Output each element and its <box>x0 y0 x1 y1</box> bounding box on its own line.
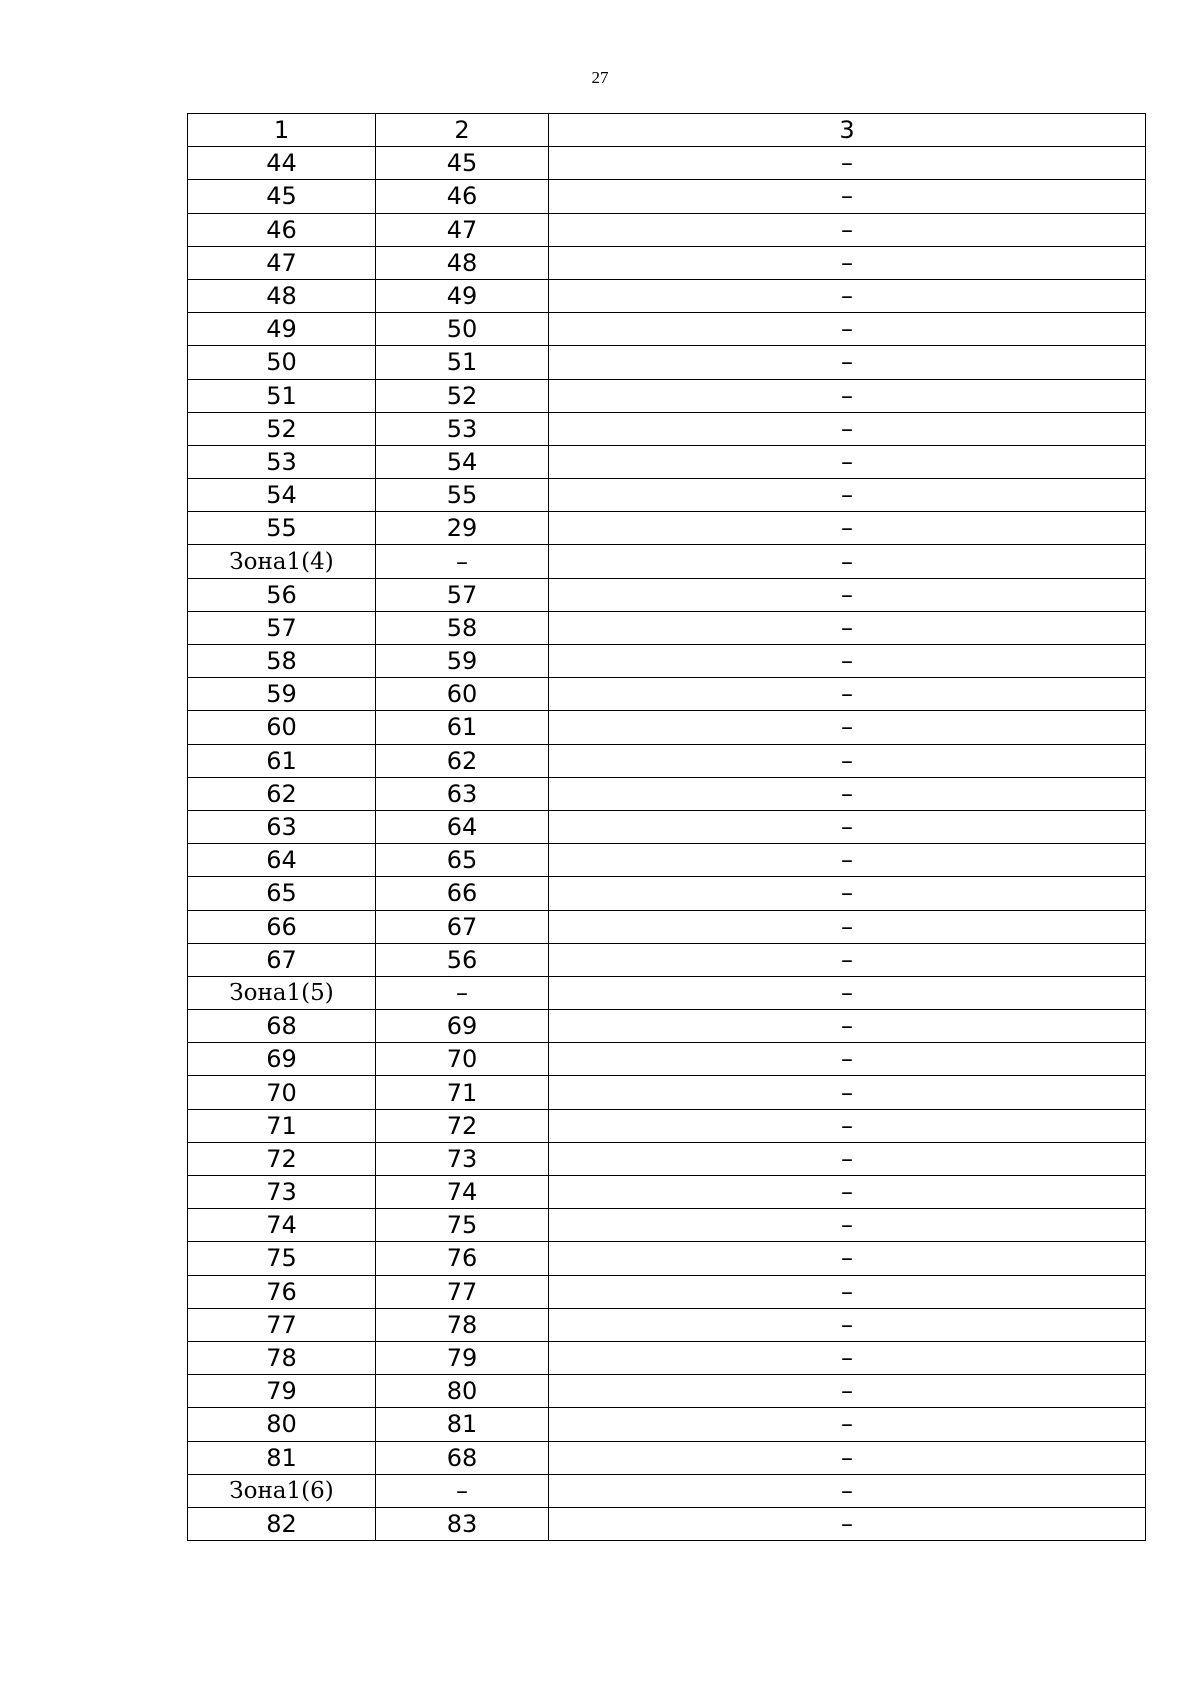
table-cell-col-2: 51 <box>376 346 549 379</box>
table-cell-col-1: 69 <box>188 1043 376 1076</box>
table-row <box>188 744 1146 777</box>
table-row <box>188 1441 1146 1474</box>
table-cell-col-3: – <box>549 611 1146 644</box>
table-row <box>188 611 1146 644</box>
table-row <box>188 943 1146 976</box>
table-row <box>188 147 1146 180</box>
table-row <box>188 1308 1146 1341</box>
table-cell-col-3: – <box>549 578 1146 611</box>
table-cell-col-1: 65 <box>188 877 376 910</box>
table-cell-col-3: – <box>549 1142 1146 1175</box>
table-cell-col-1: 74 <box>188 1209 376 1242</box>
table-cell-col-2: 62 <box>376 744 549 777</box>
table-cell-col-3: – <box>549 147 1146 180</box>
table-cell-col-2: 66 <box>376 877 549 910</box>
table-cell-col-2: 47 <box>376 213 549 246</box>
table-cell-col-3: – <box>549 1209 1146 1242</box>
table-cell-col-1: 70 <box>188 1076 376 1109</box>
table-cell-col-1: 76 <box>188 1275 376 1308</box>
table-row <box>188 1043 1146 1076</box>
table-header-row <box>188 114 1146 147</box>
table-cell-col-3: – <box>549 844 1146 877</box>
table-cell-col-3: – <box>549 910 1146 943</box>
table-row <box>188 1474 1146 1507</box>
table-row <box>188 777 1146 810</box>
table-cell-col-2: 83 <box>376 1507 549 1540</box>
table-cell-col-2: 52 <box>376 379 549 412</box>
table-row <box>188 213 1146 246</box>
table-cell-col-3: – <box>549 1375 1146 1408</box>
table-cell-col-2: 57 <box>376 578 549 611</box>
table-row <box>188 479 1146 512</box>
table-row <box>188 910 1146 943</box>
table-cell-col-1: 79 <box>188 1375 376 1408</box>
table-cell-col-1: 52 <box>188 412 376 445</box>
table-cell-col-3: – <box>549 479 1146 512</box>
table-cell-col-2: 72 <box>376 1109 549 1142</box>
table-row <box>188 1375 1146 1408</box>
table-cell-col-3: – <box>549 412 1146 445</box>
table-row <box>188 180 1146 213</box>
table-cell-col-3: – <box>549 346 1146 379</box>
table-cell-col-2: 74 <box>376 1176 549 1209</box>
table-cell-col-2: 50 <box>376 313 549 346</box>
table-row <box>188 1209 1146 1242</box>
table-cell-col-3: – <box>549 1275 1146 1308</box>
table-cell-col-3: – <box>549 1441 1146 1474</box>
table-cell-col-2: 68 <box>376 1441 549 1474</box>
table-cell-col-3: – <box>549 1341 1146 1374</box>
table-row <box>188 1408 1146 1441</box>
table-cell-col-1: Зона1(4) <box>188 545 376 578</box>
table-cell-col-2: 81 <box>376 1408 549 1441</box>
table-row <box>188 1507 1146 1540</box>
table-cell-col-2: 79 <box>376 1341 549 1374</box>
table-cell-col-2: 46 <box>376 180 549 213</box>
table-cell-col-2: 71 <box>376 1076 549 1109</box>
header-cell-col-3: 3 <box>549 114 1146 147</box>
table-cell-col-2: – <box>376 976 549 1009</box>
table-cell-col-2: 61 <box>376 711 549 744</box>
table-cell-col-3: – <box>549 1242 1146 1275</box>
table-cell-col-3: – <box>549 180 1146 213</box>
table-cell-col-2: 76 <box>376 1242 549 1275</box>
table-row <box>188 810 1146 843</box>
table-cell-col-1: 55 <box>188 512 376 545</box>
table-cell-col-3: – <box>549 379 1146 412</box>
table-cell-col-1: 54 <box>188 479 376 512</box>
table-cell-col-2: 75 <box>376 1209 549 1242</box>
table-cell-col-2: 48 <box>376 246 549 279</box>
table-cell-col-2: 77 <box>376 1275 549 1308</box>
table-cell-col-1: 57 <box>188 611 376 644</box>
table-cell-col-1: 62 <box>188 777 376 810</box>
table-cell-col-1: 73 <box>188 1176 376 1209</box>
table-row <box>188 1142 1146 1175</box>
table-cell-col-3: – <box>549 545 1146 578</box>
table-row <box>188 445 1146 478</box>
table-row <box>188 1109 1146 1142</box>
table-cell-col-1: 82 <box>188 1507 376 1540</box>
table-cell-col-2: – <box>376 1474 549 1507</box>
table-row <box>188 844 1146 877</box>
table-cell-col-2: 29 <box>376 512 549 545</box>
table-cell-col-2: 54 <box>376 445 549 478</box>
table-cell-col-3: – <box>549 744 1146 777</box>
table-cell-col-2: 65 <box>376 844 549 877</box>
table-row <box>188 578 1146 611</box>
table-cell-col-3: – <box>549 1474 1146 1507</box>
table-row <box>188 877 1146 910</box>
table-cell-col-3: – <box>549 246 1146 279</box>
table-cell-col-3: – <box>549 1176 1146 1209</box>
table-cell-col-1: 50 <box>188 346 376 379</box>
table-cell-col-2: 56 <box>376 943 549 976</box>
table-row <box>188 346 1146 379</box>
table-row <box>188 976 1146 1009</box>
table-cell-col-1: Зона1(6) <box>188 1474 376 1507</box>
table-body <box>188 114 1146 1541</box>
table-cell-col-3: – <box>549 213 1146 246</box>
page-number: 27 <box>591 68 609 87</box>
table-cell-col-3: – <box>549 445 1146 478</box>
table-cell-col-3: – <box>549 678 1146 711</box>
table-cell-col-3: – <box>549 810 1146 843</box>
table-cell-col-2: 70 <box>376 1043 549 1076</box>
table-row <box>188 1076 1146 1109</box>
table-cell-col-2: 45 <box>376 147 549 180</box>
table-cell-col-3: – <box>549 1010 1146 1043</box>
table-row <box>188 1341 1146 1374</box>
table-cell-col-1: 80 <box>188 1408 376 1441</box>
table-cell-col-1: 63 <box>188 810 376 843</box>
table-cell-col-1: 64 <box>188 844 376 877</box>
table-cell-col-2: 53 <box>376 412 549 445</box>
table-cell-col-3: – <box>549 877 1146 910</box>
table-row <box>188 279 1146 312</box>
table-cell-col-1: 58 <box>188 645 376 678</box>
table-cell-col-2: 80 <box>376 1375 549 1408</box>
table-row <box>188 1010 1146 1043</box>
table-cell-col-1: Зона1(5) <box>188 976 376 1009</box>
table-cell-col-1: 49 <box>188 313 376 346</box>
table-cell-col-3: – <box>549 1043 1146 1076</box>
table-cell-col-3: – <box>549 1076 1146 1109</box>
table-cell-col-3: – <box>549 279 1146 312</box>
table-cell-col-2: 73 <box>376 1142 549 1175</box>
table-row <box>188 678 1146 711</box>
table-cell-col-1: 46 <box>188 213 376 246</box>
table-cell-col-1: 67 <box>188 943 376 976</box>
table-cell-col-2: 55 <box>376 479 549 512</box>
header-cell-col-1: 1 <box>188 114 376 147</box>
table-cell-col-3: – <box>549 777 1146 810</box>
table-cell-col-3: – <box>549 711 1146 744</box>
table-cell-col-2: 64 <box>376 810 549 843</box>
table-cell-col-1: 51 <box>188 379 376 412</box>
data-table <box>187 113 1146 1541</box>
table-row <box>188 1275 1146 1308</box>
table-cell-col-3: – <box>549 943 1146 976</box>
table-cell-col-2: 60 <box>376 678 549 711</box>
table-cell-col-3: – <box>549 1408 1146 1441</box>
table-cell-col-1: 81 <box>188 1441 376 1474</box>
table-cell-col-1: 48 <box>188 279 376 312</box>
table-cell-col-1: 44 <box>188 147 376 180</box>
table-cell-col-1: 72 <box>188 1142 376 1175</box>
table-row <box>188 545 1146 578</box>
table-cell-col-1: 66 <box>188 910 376 943</box>
table-cell-col-2: 58 <box>376 611 549 644</box>
table-cell-col-3: – <box>549 313 1146 346</box>
table-row <box>188 645 1146 678</box>
table-row <box>188 246 1146 279</box>
table-cell-col-1: 68 <box>188 1010 376 1043</box>
table-row <box>188 1242 1146 1275</box>
table-cell-col-2: 59 <box>376 645 549 678</box>
table-row <box>188 711 1146 744</box>
table-row <box>188 379 1146 412</box>
table-cell-col-2: 63 <box>376 777 549 810</box>
table-cell-col-1: 59 <box>188 678 376 711</box>
table-cell-col-3: – <box>549 1308 1146 1341</box>
table-cell-col-1: 78 <box>188 1341 376 1374</box>
table-cell-col-2: 69 <box>376 1010 549 1043</box>
table-cell-col-1: 60 <box>188 711 376 744</box>
table-cell-col-1: 77 <box>188 1308 376 1341</box>
table-cell-col-1: 56 <box>188 578 376 611</box>
table-cell-col-3: – <box>549 512 1146 545</box>
table-cell-col-1: 53 <box>188 445 376 478</box>
table-cell-col-3: – <box>549 976 1146 1009</box>
table-cell-col-1: 45 <box>188 180 376 213</box>
table-cell-col-3: – <box>549 1507 1146 1540</box>
table-row <box>188 412 1146 445</box>
table-row <box>188 512 1146 545</box>
table-cell-col-1: 61 <box>188 744 376 777</box>
table-cell-col-1: 47 <box>188 246 376 279</box>
table-cell-col-2: 49 <box>376 279 549 312</box>
table-cell-col-3: – <box>549 1109 1146 1142</box>
table-cell-col-3: – <box>549 645 1146 678</box>
table-cell-col-1: 75 <box>188 1242 376 1275</box>
table-cell-col-2: – <box>376 545 549 578</box>
table-cell-col-1: 71 <box>188 1109 376 1142</box>
table-row <box>188 313 1146 346</box>
table-cell-col-2: 67 <box>376 910 549 943</box>
table-cell-col-2: 78 <box>376 1308 549 1341</box>
header-cell-col-2: 2 <box>376 114 549 147</box>
table-row <box>188 1176 1146 1209</box>
